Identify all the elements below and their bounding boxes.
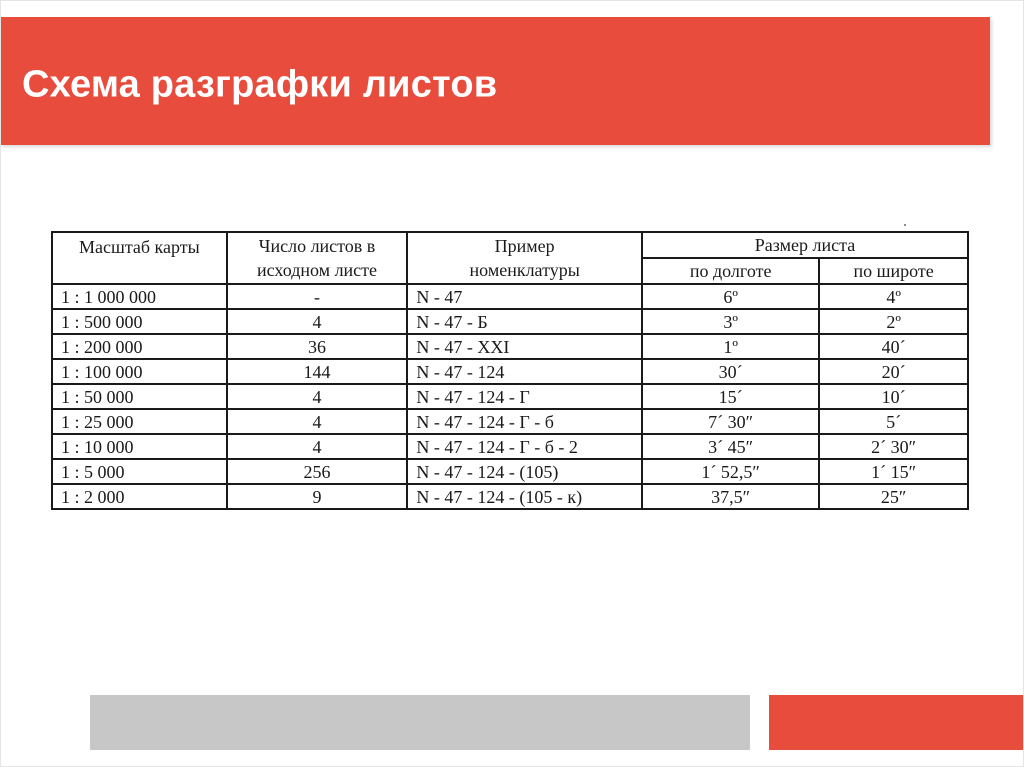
cell-latitude: 4º: [819, 284, 968, 309]
cell-latitude: 2´ 30″: [819, 434, 968, 459]
title-banner: [0, 17, 990, 145]
cell-example: N - 47 - 124 - Г - б: [407, 409, 642, 434]
header-example-line2: номенклатуры: [469, 260, 580, 280]
cell-example: N - 47 - 124: [407, 359, 642, 384]
cell-latitude: 2º: [819, 309, 968, 334]
header-sheet-size: Размер листа: [642, 232, 968, 258]
header-example: [407, 232, 642, 284]
cell-example: N - 47 - 124 - Г - б - 2: [407, 434, 642, 459]
header-longitude: по долготе: [642, 258, 819, 284]
cell-latitude: 10´: [819, 384, 968, 409]
cell-count: 144: [227, 359, 408, 384]
cell-scale: 1 : 500 000: [52, 309, 227, 334]
cell-longitude: 6º: [642, 284, 819, 309]
cell-latitude: 25″: [819, 484, 968, 509]
cell-example: N - 47 - 124 - Г: [407, 384, 642, 409]
cell-longitude: 37,5″: [642, 484, 819, 509]
cell-longitude: 3º: [642, 309, 819, 334]
cell-scale: 1 : 1 000 000: [52, 284, 227, 309]
cell-longitude: 15´: [642, 384, 819, 409]
footer-red-bar: [769, 695, 1024, 750]
cell-count: 36: [227, 334, 408, 359]
table-body: [52, 284, 968, 509]
cell-latitude: 20´: [819, 359, 968, 384]
table-row: [52, 409, 968, 434]
cell-count: 4: [227, 434, 408, 459]
cell-scale: 1 : 25 000: [52, 409, 227, 434]
cell-count: 256: [227, 459, 408, 484]
cell-example: N - 47 - 124 - (105 - к): [407, 484, 642, 509]
cell-longitude: 1º: [642, 334, 819, 359]
table-row: [52, 434, 968, 459]
cell-count: 9: [227, 484, 408, 509]
cell-latitude: 1´ 15″: [819, 459, 968, 484]
header-row: [52, 232, 968, 258]
cell-scale: 1 : 200 000: [52, 334, 227, 359]
table-row: [52, 384, 968, 409]
cell-scale: 1 : 50 000: [52, 384, 227, 409]
cell-count: 4: [227, 384, 408, 409]
table-row: [52, 284, 968, 309]
header-latitude: по широте: [819, 258, 968, 284]
slide-title: Схема разграфки листов: [22, 63, 498, 106]
cell-latitude: 40´: [819, 334, 968, 359]
cell-scale: 1 : 2 000: [52, 484, 227, 509]
header-sheets-count-line1: Число листов в: [258, 236, 376, 256]
cell-count: 4: [227, 309, 408, 334]
cell-longitude: 7´ 30″: [642, 409, 819, 434]
header-sheets-count: [227, 232, 408, 284]
cell-longitude: 3´ 45″: [642, 434, 819, 459]
cell-longitude: 30´: [642, 359, 819, 384]
cell-latitude: 5´: [819, 409, 968, 434]
cell-example: N - 47 - Б: [407, 309, 642, 334]
table-row: [52, 334, 968, 359]
cell-scale: 1 : 10 000: [52, 434, 227, 459]
stray-dot: [904, 224, 906, 226]
header-scale: Масштаб карты: [52, 232, 227, 284]
table-row: [52, 459, 968, 484]
sheet-layout-table: [51, 231, 969, 510]
table-row: [52, 484, 968, 509]
cell-count: 4: [227, 409, 408, 434]
cell-scale: 1 : 100 000: [52, 359, 227, 384]
table-row: [52, 359, 968, 384]
footer-gray-bar: [90, 695, 750, 750]
header-example-line1: Пример: [494, 236, 555, 256]
cell-count: -: [227, 284, 408, 309]
cell-longitude: 1´ 52,5″: [642, 459, 819, 484]
table-row: [52, 309, 968, 334]
header-sheets-count-line2: исходном листе: [257, 260, 378, 280]
cell-scale: 1 : 5 000: [52, 459, 227, 484]
cell-example: N - 47 - 124 - (105): [407, 459, 642, 484]
cell-example: N - 47 - XXI: [407, 334, 642, 359]
cell-example: N - 47: [407, 284, 642, 309]
